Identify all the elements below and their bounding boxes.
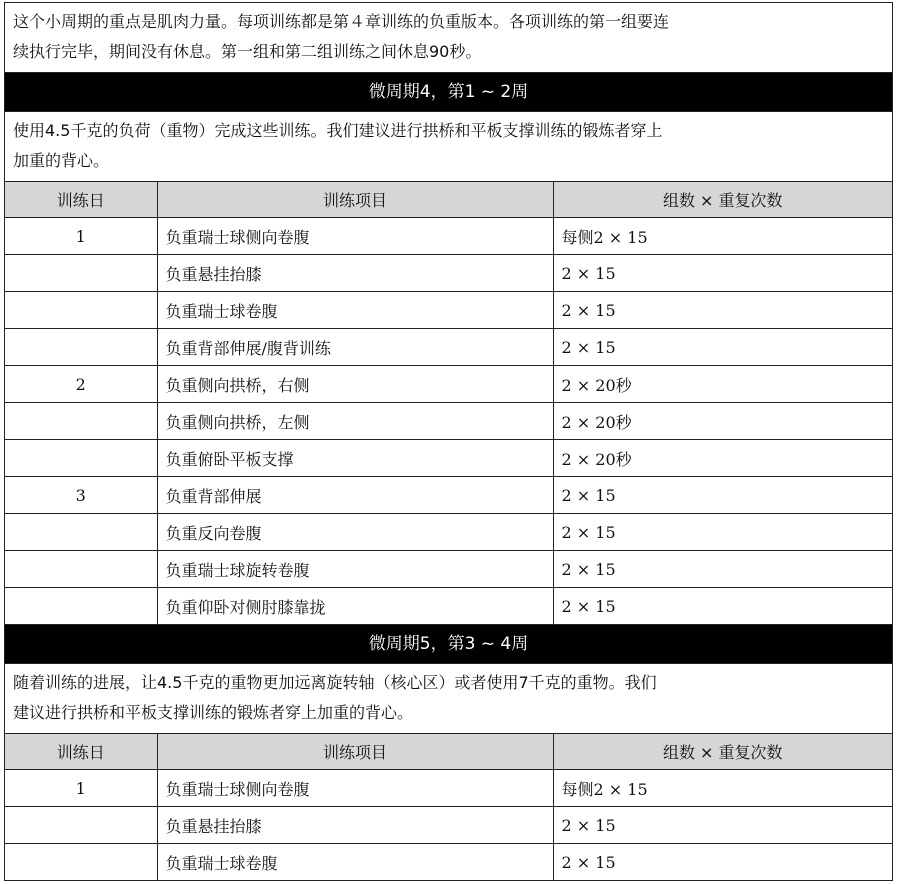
day-cell: 2 (5, 366, 157, 403)
header-exercise: 训练项目 (157, 734, 553, 770)
sets-cell: 2 × 15 (553, 807, 892, 844)
table-row (5, 551, 892, 588)
phase-heading-2: 微周期5，第3 ~ 4周 (5, 625, 892, 664)
table-row (5, 514, 892, 551)
exercise-cell: 负重瑞士球侧向卷腹 (157, 218, 553, 255)
exercise-cell: 负重悬挂抬膝 (157, 255, 553, 292)
table-row (5, 770, 892, 807)
day-cell (5, 844, 157, 881)
sets-cell: 2 × 20秒 (553, 366, 892, 403)
sets-cell: 2 × 15 (561, 852, 616, 872)
table-row (5, 807, 892, 844)
exercise-cell: 负重悬挂抬膝 (157, 807, 553, 844)
exercise-cell: 负重瑞士球旋转卷腹 (157, 551, 553, 588)
day-cell: 3 (5, 477, 157, 514)
header-sets: 组数 × 重复次数 (553, 734, 892, 770)
table-row (5, 255, 892, 292)
phase-description-1 (5, 112, 892, 182)
schedule-table-2 (5, 734, 892, 880)
day-cell (5, 329, 157, 366)
header-sets: 组数 × 重复次数 (553, 182, 892, 218)
sets-cell: 每侧2 × 15 (553, 770, 892, 807)
table-row (5, 588, 892, 625)
phase-heading-1: 微周期4，第1 ~ 2周 (5, 73, 892, 112)
phase-description-2 (5, 664, 892, 734)
exercise-cell: 负重背部伸展 (157, 477, 553, 514)
header-day: 训练日 (5, 734, 157, 770)
description-line: 使用4.5千克的负荷（重物）完成这些训练。我们建议进行拱桥和平板支撑训练的锻炼者穿上 (13, 121, 663, 140)
exercise-cell: 负重瑞士球卷腹 (157, 844, 553, 881)
sets-cell: 2 × 15 (553, 329, 892, 366)
sets-cell: 每侧2 × 15 (553, 218, 892, 255)
intro-paragraph (5, 3, 892, 73)
sets-cell: 2 × 15 (553, 588, 892, 625)
table-row (5, 329, 892, 366)
exercise-cell: 负重瑞士球侧向卷腹 (157, 770, 553, 807)
sets-cell: 2 × 15 (553, 255, 892, 292)
table-row (5, 218, 892, 255)
exercise-cell: 负重反向卷腹 (157, 514, 553, 551)
table-row (5, 403, 892, 440)
intro-line: 续执行完毕，期间没有休息。第一组和第二组训练之间休息90秒。 (13, 42, 482, 61)
exercise-cell: 负重俯卧平板支撑 (157, 440, 553, 477)
table-header-row (5, 734, 892, 770)
table-row (5, 844, 892, 881)
exercise-cell: 负重背部伸展/腹背训练 (157, 329, 553, 366)
header-exercise: 训练项目 (157, 182, 553, 218)
day-cell: 1 (5, 218, 157, 255)
day-cell (5, 514, 157, 551)
day-cell: 1 (5, 770, 157, 807)
sets-cell: 2 × 15 (553, 551, 892, 588)
intro-line: 这个小周期的重点是肌肉力量。每项训练都是第４章训练的负重版本。各项训练的第一组要连 (13, 12, 670, 31)
table-row (5, 292, 892, 329)
day-cell (5, 588, 157, 625)
workout-document (4, 2, 893, 881)
exercise-cell: 负重仰卧对侧肘膝靠拢 (157, 588, 553, 625)
sets-cell: 2 × 20秒 (553, 403, 892, 440)
sets-cell: 2 × 15 (553, 514, 892, 551)
description-line: 加重的背心。 (13, 151, 110, 170)
table-row (5, 477, 892, 514)
day-cell (5, 551, 157, 588)
sets-cell: 2 × 15 (553, 477, 892, 514)
description-line: 建议进行拱桥和平板支撑训练的锻炼者穿上加重的背心。 (13, 703, 414, 722)
day-cell (5, 403, 157, 440)
table-row (5, 366, 892, 403)
day-cell (5, 292, 157, 329)
table-row (5, 440, 892, 477)
header-day: 训练日 (5, 182, 157, 218)
exercise-cell: 负重侧向拱桥，左侧 (157, 403, 553, 440)
description-line: 随着训练的进展，让4.5千克的重物更加远离旋转轴（核心区）或者使用7千克的重物。我们 (13, 673, 657, 692)
sets-cell: 2 × 20秒 (553, 440, 892, 477)
day-cell (5, 440, 157, 477)
sets-cell: 2 × 15 (553, 292, 892, 329)
exercise-cell: 负重瑞士球卷腹 (157, 292, 553, 329)
table-header-row (5, 182, 892, 218)
schedule-table-1 (5, 182, 892, 625)
exercise-cell: 负重侧向拱桥，右侧 (157, 366, 553, 403)
day-cell (5, 255, 157, 292)
day-cell (5, 807, 157, 844)
